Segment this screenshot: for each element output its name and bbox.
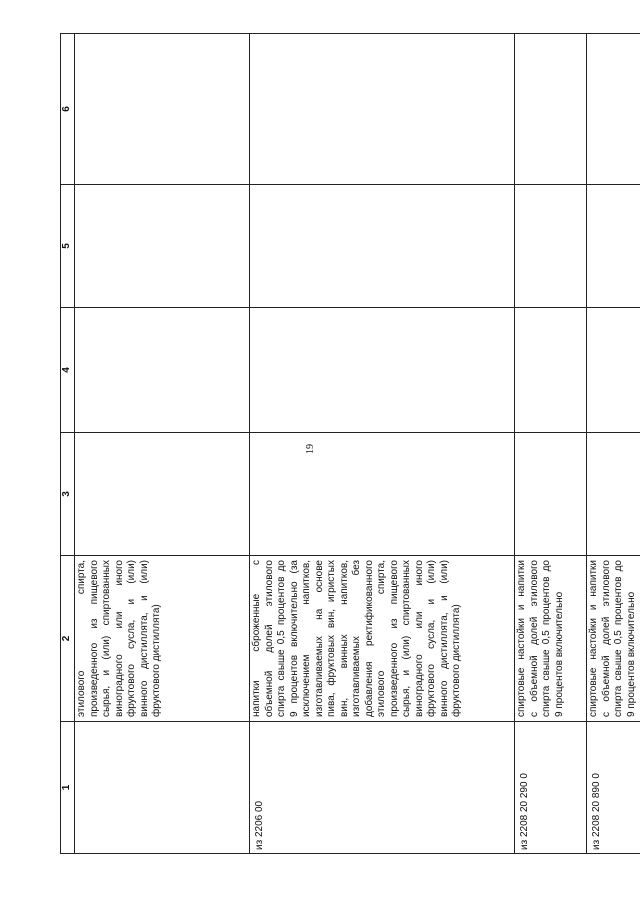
- description-cell: [515, 556, 587, 722]
- description-cell: [75, 556, 250, 722]
- description-line: виноградного или иного: [413, 560, 425, 717]
- table-row: [250, 34, 515, 854]
- description-line: сырья, и (или) спиртованных: [101, 560, 112, 717]
- description-line: виноградного или иного: [113, 560, 125, 717]
- column-header-5: 5: [61, 185, 75, 308]
- empty-cell-col-6: [515, 34, 587, 185]
- empty-cell-col-3: [515, 433, 587, 556]
- column-header-2: 2: [61, 556, 75, 722]
- empty-cell-col-5: [250, 185, 515, 308]
- description-line: 9 процентов включительно: [625, 591, 637, 717]
- description-line: произведенного из пищевого: [388, 560, 400, 717]
- empty-cell-col-5: [587, 185, 640, 308]
- description-line: с объемной долей этилового: [600, 560, 612, 717]
- tariff-code-cell: [75, 722, 250, 854]
- description-line: фруктового дистиллята): [451, 604, 462, 717]
- tariff-code-cell: из 2206 00: [250, 722, 515, 854]
- empty-cell-col-4: [587, 308, 640, 433]
- description-line: напитки сброженные с: [251, 560, 262, 717]
- table-header-row: [61, 34, 75, 854]
- empty-cell-col-4: [515, 308, 587, 433]
- column-header-4: 4: [61, 308, 75, 433]
- empty-cell-col-4: [250, 308, 515, 433]
- description-line: объемной долей этилового: [263, 560, 275, 717]
- empty-cell-col-6: [75, 34, 250, 185]
- description-line: спиртовые настойки и напитки: [588, 560, 599, 717]
- description-line: винного дистиллята, и (или): [138, 560, 150, 717]
- empty-cell-col-3: [587, 433, 640, 556]
- description-line: спиртовые настойки и напитки: [516, 560, 527, 717]
- description-line: с объемной долей этилового: [528, 560, 540, 717]
- empty-cell-col-5: [515, 185, 587, 308]
- description-line: 9 процентов включительно (за: [288, 560, 300, 717]
- description-cell: [250, 556, 515, 722]
- description-line: фруктового дистиллята): [151, 604, 162, 717]
- description-line: изготавливаемых на основе: [313, 560, 325, 717]
- table-row: [75, 34, 250, 854]
- tariff-table: [60, 34, 637, 854]
- description-line: этилового спирта,: [376, 560, 387, 717]
- column-header-1: 1: [61, 722, 75, 854]
- table-row: [587, 34, 640, 854]
- description-line: изготавливаемых без: [351, 560, 362, 717]
- table-row: [515, 34, 587, 854]
- description-line: фруктового сусла, и (или): [426, 560, 437, 717]
- empty-cell-col-3: [75, 433, 250, 556]
- tariff-code-cell: из 2208 20 290 0: [515, 722, 587, 854]
- description-line: спирта свыше 0,5 процентов до: [613, 560, 624, 717]
- description-line: вин, винных напитков,: [338, 560, 350, 717]
- column-header-6: 6: [61, 34, 75, 185]
- description-line: исключением напитков,: [301, 560, 312, 717]
- description-line: сырья, и (или) спиртованных: [401, 560, 412, 717]
- empty-cell-col-6: [587, 34, 640, 185]
- description-line: спирта свыше 0,5 процентов до: [541, 560, 552, 717]
- empty-cell-col-3: [250, 433, 515, 556]
- page-number: 19: [305, 444, 316, 454]
- empty-cell-col-6: [250, 34, 515, 185]
- column-header-3: 3: [61, 433, 75, 556]
- description-line: этилового спирта,: [76, 560, 87, 717]
- description-line: фруктового сусла, и (или): [126, 560, 137, 717]
- description-line: винного дистиллята, и (или): [438, 560, 450, 717]
- empty-cell-col-4: [75, 308, 250, 433]
- description-line: добавления ректификованного: [363, 560, 375, 717]
- description-line: спирта свыше 0,5 процентов до: [276, 560, 287, 717]
- tariff-code-cell: из 2208 20 890 0: [587, 722, 640, 854]
- description-line: произведенного из пищевого: [88, 560, 100, 717]
- empty-cell-col-5: [75, 185, 250, 308]
- description-line: пива, фруктовых вин, игристых: [326, 560, 337, 717]
- description-cell: [587, 556, 640, 722]
- description-line: 9 процентов включительно: [553, 591, 565, 717]
